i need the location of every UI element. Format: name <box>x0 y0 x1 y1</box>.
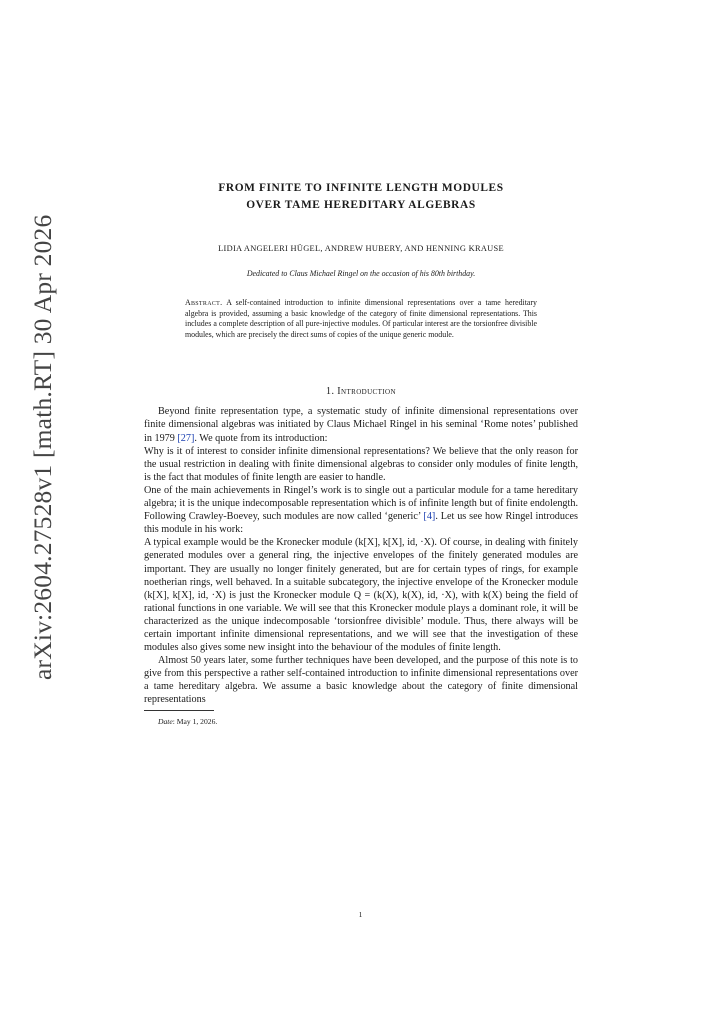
citation-link[interactable]: [4] <box>423 511 436 523</box>
abstract-label: Abstract. <box>185 298 223 307</box>
paragraph-2-tail: . Let us see how Ringel introduces this module in his work: <box>144 511 578 536</box>
citation-link[interactable]: [27] <box>177 432 195 444</box>
footnote-text: : May 1, 2026. <box>172 716 218 726</box>
title-line-1: FROM FINITE TO INFINITE LENGTH MODULES <box>218 182 504 194</box>
paragraph-2 <box>144 484 578 536</box>
footnote-date <box>144 717 578 726</box>
footnote-label: Date <box>158 716 173 726</box>
abstract <box>185 298 537 340</box>
page-number: 1 <box>358 910 363 919</box>
author-list: LIDIA ANGELERI HÜGEL, ANDREW HUBERY, AND HENNING KRAUSE <box>218 244 504 253</box>
abstract-text: A self-contained introduction to infinite dimensional representations over a tame hereditary algebra is provided, assuming a basic knowledge of the category of finite dimensional representations. This includes a complete description of all pure-injective modules. Of particular interest are the torsionfree divisible modules, which are precisely the direct sums of copies of the unique generic module. <box>185 298 537 339</box>
paper-page <box>144 176 578 726</box>
paragraph-2-text: One of the main achievements in Ringel’s work is to single out a particular module for a tame hereditary algebra; it is the unique indecomposable representation which is of infinite length but of finite endolength. Following Crawley-Boevey, such modules are now called ‘generic’ <box>144 484 578 523</box>
arxiv-identifier: arXiv:2604.27528v1 [math.RT] 30 Apr 2026 <box>28 214 57 680</box>
footnote-rule <box>144 710 214 711</box>
paper-title <box>144 180 578 214</box>
paragraph-3: Almost 50 years later, some further techniques have been developed, and the purpose of this note is to give from this perspective a rather self-contained introduction to infinite dimensional representations over a tame hereditary algebra. We assume a basic knowledge about the category of finite dimensional representations <box>144 655 578 706</box>
quote-2: A typical example would be the Kronecker module (k[X], k[X], id, ·X). Of course, in dealing with finitely generated modules over a general ring, the injective envelopes of the finitely generated modules are important. They are usually no longer finitely generated, but are for certain types of rings, for example noetherian rings, well behaved. In a suitable subcategory, the injective envelope of the Kronecker module (k[X], k[X], id, ·X) is just the Kronecker module Q = (k(X), k(X), id, ·X), with k(X) being the field of rational functions in one variable. We will see that this Kronecker module plays a dominant role, it will be characterized as the unique indecomposable ‘torsionfree divisible’ module. Thus, there always will be certain important infinite dimensional representations, and we will see that the investigation of these modules also gives some new insight into the behaviour of the modules of finite length. <box>144 537 578 654</box>
dedication: Dedicated to Claus Michael Ringel on the occasion of his 80th birthday. <box>246 269 476 278</box>
section-title: Introduction <box>337 386 396 398</box>
title-line-2: OVER TAME HEREDITARY ALGEBRAS <box>246 199 476 211</box>
section-number: 1. <box>326 386 335 398</box>
body-text <box>144 405 578 706</box>
paragraph-1-text: Beyond finite representation type, a systematic study of infinite dimensional representations over finite dimensional algebras was initiated by Claus Michael Ringel in his seminal ‘Rome notes’ published in 1979 <box>144 406 578 444</box>
quote-1: Why is it of interest to consider infinite dimensional representations? We believe that the only reason for the usual restriction in dealing with finite dimensional algebras to consider only modules of finite length, is the fact that modules of finite length are easier to handle. <box>144 445 578 483</box>
section-heading <box>144 386 578 397</box>
paragraph-1 <box>144 405 578 444</box>
paragraph-1-tail: . We quote from its introduction: <box>194 432 328 444</box>
